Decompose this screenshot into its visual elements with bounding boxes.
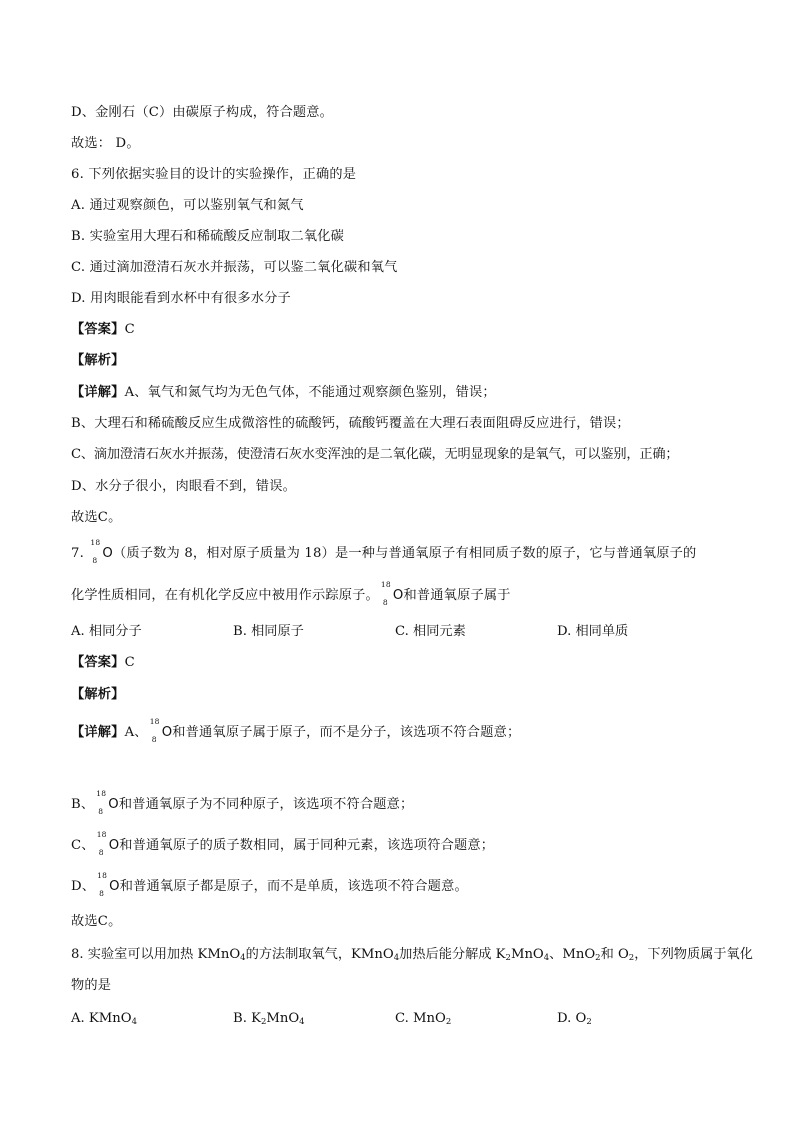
isotope-atomic-number: 8 bbox=[382, 598, 388, 607]
analysis-label: 【解析】 bbox=[71, 687, 125, 702]
stem-text: 化学性质相同，在有机化学反应中被用作示踪原子。 bbox=[71, 588, 379, 603]
q6-detail-b: B、大理石和稀硫酸反应生成微溶性的硫酸钙，硫酸钙覆盖在大理石表面阻碍反应进行，错误； bbox=[71, 416, 630, 431]
q7-option-d: D. 相同单质 bbox=[557, 624, 629, 639]
q6-analysis-label bbox=[71, 352, 125, 370]
q7-detail-b bbox=[71, 789, 414, 816]
subscript: 2 bbox=[260, 1017, 267, 1027]
stem-text: MnO bbox=[510, 947, 544, 962]
detail-text: 和普通氧原子为不同种原子，该选项不符合题意； bbox=[118, 797, 414, 812]
q8-stem-line2: 物的是 bbox=[71, 978, 112, 993]
q7-analysis-label bbox=[71, 686, 125, 704]
q6-conclusion: 故选C。 bbox=[71, 510, 122, 525]
subscript: 4 bbox=[393, 953, 400, 963]
stem-text: 的方法制取氧气，KMnO bbox=[245, 947, 394, 962]
q8-option-c bbox=[395, 1010, 451, 1031]
detail-prefix: A、 bbox=[124, 725, 148, 740]
q6-detail-c: C、滴加澄清石灰水并振荡，使澄清石灰水变浑浊的是二氧化碳，无明显现象的是氧气，可以鉴别，正确； bbox=[71, 447, 679, 462]
answer-value: C bbox=[124, 655, 135, 670]
q7-detail-a bbox=[71, 717, 521, 744]
isotope-atomic-number: 8 bbox=[92, 556, 98, 565]
q6-detail-a bbox=[71, 384, 496, 402]
isotope-atomic-number: 8 bbox=[98, 848, 104, 857]
detail-prefix: D、 bbox=[71, 879, 96, 894]
stem-text: 8. 实验室可以用加热 KMnO bbox=[71, 947, 241, 962]
q7-detail-c bbox=[71, 830, 495, 857]
stem-text: 加热后能分解成 K bbox=[399, 947, 506, 962]
option-text: A. KMnO bbox=[71, 1011, 132, 1026]
option-text: MnO bbox=[266, 1011, 300, 1026]
q7-detail-d bbox=[71, 871, 468, 898]
subscript: 4 bbox=[131, 1017, 137, 1027]
isotope-notation bbox=[96, 830, 109, 857]
subscript: 4 bbox=[240, 953, 246, 963]
stem-text: 和 O bbox=[600, 947, 629, 962]
detail-prefix: B、 bbox=[71, 797, 95, 812]
analysis-label: 【解析】 bbox=[71, 353, 125, 368]
subscript: 4 bbox=[543, 953, 550, 963]
answer-label: 【答案】 bbox=[71, 655, 125, 670]
detail-prefix: C、 bbox=[71, 838, 95, 853]
q6-option-d: D. 用肉眼能看到水杯中有很多水分子 bbox=[71, 291, 291, 306]
subscript: 2 bbox=[445, 1017, 452, 1027]
q7-stem-line2 bbox=[71, 580, 511, 607]
isotope-symbol: O bbox=[108, 797, 119, 812]
isotope-notation bbox=[97, 871, 109, 898]
isotope-notation bbox=[96, 789, 108, 816]
question-number: 7. bbox=[71, 546, 84, 561]
isotope-symbol: O bbox=[392, 588, 404, 603]
q5-option-d: D、金刚石（C）由碳原子构成，符合题意。 bbox=[71, 105, 334, 120]
q7-stem-line1 bbox=[71, 538, 697, 565]
answer-value: C bbox=[124, 322, 135, 337]
detail-label: 【详解】 bbox=[71, 385, 125, 400]
isotope-notation bbox=[380, 580, 393, 607]
subscript: 4 bbox=[299, 1017, 305, 1027]
q8-option-d bbox=[557, 1010, 592, 1031]
subscript: 2 bbox=[586, 1017, 592, 1027]
subscript: 2 bbox=[505, 953, 511, 963]
option-text: D. O bbox=[557, 1011, 587, 1026]
stem-text: （质子数为 8，相对原子质量为 18）是一种与普通氧原子有相同质子数的原子，它与普通氧原子的 bbox=[112, 546, 697, 561]
isotope-symbol: O bbox=[102, 546, 113, 561]
q7-answer bbox=[71, 654, 135, 672]
detail-text: 和普通氧原子都是原子，而不是单质，该选项不符合题意。 bbox=[119, 879, 468, 894]
isotope-atomic-number: 8 bbox=[151, 735, 157, 744]
stem-text: ，下列物质属于氧化 bbox=[634, 947, 753, 962]
isotope-mass: 18 bbox=[149, 717, 160, 726]
subscript: 2 bbox=[628, 953, 635, 963]
isotope-mass: 18 bbox=[96, 830, 107, 839]
q7-option-b: B. 相同原子 bbox=[233, 624, 304, 639]
q6-option-a: A. 通过观察颜色，可以鉴别氧气和氮气 bbox=[71, 198, 304, 213]
stem-text: 、MnO bbox=[549, 947, 596, 962]
detail-label: 【详解】 bbox=[71, 725, 125, 740]
isotope-symbol: O bbox=[109, 879, 120, 894]
stem-text: 和普通氧原子属于 bbox=[403, 588, 511, 603]
isotope-symbol: O bbox=[108, 838, 120, 853]
detail-text: 和普通氧原子属于原子，而不是分子，该选项不符合题意； bbox=[172, 725, 521, 740]
q6-answer bbox=[71, 321, 135, 339]
answer-label: 【答案】 bbox=[71, 322, 125, 337]
isotope-mass: 18 bbox=[380, 580, 391, 589]
isotope-mass: 18 bbox=[90, 538, 101, 547]
q7-conclusion: 故选C。 bbox=[71, 914, 122, 929]
q8-option-b bbox=[233, 1010, 305, 1031]
q6-stem: 6. 下列依据实验目的设计的实验操作，正确的是 bbox=[71, 167, 357, 182]
isotope-notation bbox=[90, 538, 102, 565]
q8-option-a bbox=[71, 1010, 137, 1031]
q8-stem-line1 bbox=[71, 946, 753, 967]
option-text: C. MnO bbox=[395, 1011, 446, 1026]
q6-option-b: B. 实验室用大理石和稀硫酸反应制取二氧化碳 bbox=[71, 229, 345, 244]
isotope-notation bbox=[149, 717, 162, 744]
q7-option-a: A. 相同分子 bbox=[71, 624, 142, 639]
detail-text: A、氧气和氮气均为无色气体，不能通过观察颜色鉴别，错误； bbox=[124, 385, 496, 400]
isotope-symbol: O bbox=[161, 725, 173, 740]
isotope-mass: 18 bbox=[97, 871, 108, 880]
isotope-atomic-number: 8 bbox=[99, 889, 105, 898]
detail-text: 和普通氧原子的质子数相同，属于同种元素，该选项符合题意； bbox=[119, 838, 495, 853]
isotope-mass: 18 bbox=[96, 789, 107, 798]
isotope-atomic-number: 8 bbox=[98, 807, 104, 816]
q6-detail-d: D、水分子很小，肉眼看不到，错误。 bbox=[71, 479, 296, 494]
subscript: 2 bbox=[595, 953, 601, 963]
q5-conclusion: 故选： D。 bbox=[71, 136, 140, 151]
q7-option-c: C. 相同元素 bbox=[395, 624, 466, 639]
q6-option-c: C. 通过滴加澄清石灰水并振荡，可以鉴二氧化碳和氧气 bbox=[71, 260, 398, 275]
option-text: B. K bbox=[233, 1011, 261, 1026]
